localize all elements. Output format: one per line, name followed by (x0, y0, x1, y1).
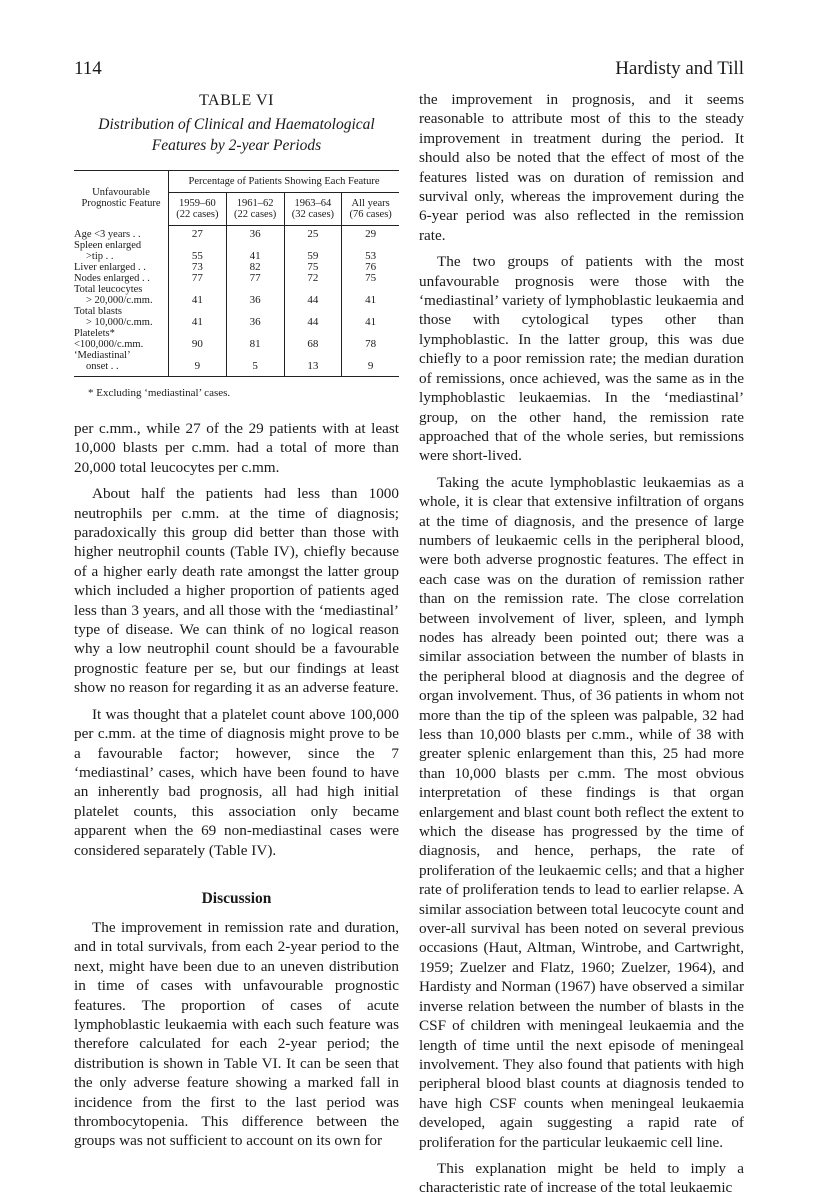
page-header (74, 58, 744, 84)
feature-label: ‘Mediastinal’ onset . . (74, 350, 169, 377)
table-cell: 76 (365, 261, 377, 273)
table-row (74, 262, 399, 273)
feature-label: Total leucocytes > 20,000/c.mm. (74, 284, 169, 306)
table-cell: 72 (284, 273, 342, 284)
table-label: TABLE VI (199, 92, 274, 109)
table-cell: 44 (284, 284, 342, 306)
table-cell: 41 (365, 316, 377, 328)
period-header: 1959–60 (22 cases) (169, 193, 227, 226)
table-cell: 78 (365, 338, 377, 350)
table-cell: 9 (342, 350, 399, 377)
period-header: 1963–64 (32 cases) (284, 193, 342, 226)
table-cell: 25 (284, 226, 342, 241)
table-row (74, 306, 399, 328)
table-cell: 75 (284, 262, 342, 273)
paragraph: The two groups of patients with the most unfavourable prognosis were those with the ‘mediastinal’ variety of lymphoblastic leukaemia and those with cytological types other than lymphoblastic. In the latter group, this was due chiefly to a poor remission rate; the median duration of remissions, once achieved, was the same as in the lymphoblastic leukaemias. In the ‘mediastinal’ group, on the other hand, the remission rate approached that of the whole series, but remissions were short-lived. (419, 253, 744, 465)
table-cell: 44 (284, 306, 342, 328)
right-column (419, 90, 744, 1198)
table-cell: 90 (169, 328, 227, 350)
table-cell: 41 (226, 240, 284, 262)
table-cell: 75 (365, 272, 377, 284)
table-cell: 81 (226, 328, 284, 350)
discussion-heading: Discussion (201, 889, 272, 907)
feature-label: Spleen enlarged >tip . . (74, 240, 169, 262)
table-cell: 36 (226, 306, 284, 328)
feature-label: Liver enlarged . . (74, 262, 169, 273)
table-cell: 41 (365, 294, 377, 306)
table-row (74, 350, 399, 377)
table-cell: 77 (226, 273, 284, 284)
table-cell: 82 (226, 262, 284, 273)
table-cell: 59 (284, 240, 342, 262)
table-row (74, 226, 399, 241)
table-cell: 36 (226, 226, 284, 241)
paragraph: This explanation might be held to imply a characteristic rate of increase of the total leukaemic (419, 1159, 744, 1197)
paragraph: Taking the acute lymphoblastic leukaemias as a whole, it is clear that extensive infiltration of organs at the time of diagnosis, and the presence of large numbers of leukaemic cells in the peripheral blood, were both adverse prognostic features. The effect in each case was on the duration of remission rather than on the remission rate. The close correlation between involvement of liver, spleen, and lymph nodes has already been pointed out; there was a similar association between the number of blasts in the peripheral blood at diagnosis and the degree of organ involvement. Thus, of 36 patients in whom not more than the tip of the spleen was palpable, 32 had less than 10,000 blasts per c.mm., while of 38 with greater splenic enlargement than this, 25 had more than 10,000 blasts per c.mm. The most obvious interpretation of these findings is that organ enlargement and blast count both reflect the extent to which the disease has progressed by the time of diagnosis, and hence, perhaps, the rate of proliferation of the leukaemic cells; and that a higher rate of proliferation tends to lead to earlier relapse. A similar association between total leucocyte count and over-all survival has been noted on several previous occasions (Haut, Altman, Wintrobe, and Cartwright, 1959; Zuelzer and Flatz, 1960; Zuelzer, 1964), and Hardisty and Norman (1967) have observed a similar inverse relation between the number of blasts in the CSF of children with meningeal leukaemia and the length of time until the next episode of meningeal involvement. They also found that patients with high peripheral blood blast counts at diagnosis tended to have high CSF counts when meningeal leukaemia developed, again suggesting a rapid rate of proliferation for the particular leukaemic cell line. (419, 473, 744, 1151)
running-head: Hardisty and Till (615, 58, 744, 79)
feature-column-header: Unfavourable Prognostic Feature (74, 171, 169, 226)
table-footnote: * Excluding ‘mediastinal’ cases. (88, 387, 231, 399)
page-number: 114 (74, 58, 102, 79)
table-cell: 5 (226, 350, 284, 377)
paragraph: It was thought that a platelet count above 100,000 per c.mm. at the time of diagnosis might prove to be a favourable factor; however, since the 7 ‘mediastinal’ cases, which have been found to have an inherently bad prognosis, all had high initial platelet counts, this association only became apparent when the 69 non-mediastinal cases were considered separately (Table IV). (74, 705, 399, 859)
paragraph: per c.mm., while 27 of the 29 patients with at least 10,000 blasts per c.mm. had a total of more than 20,000 total leucocytes per c.mm. (74, 420, 399, 476)
table-cell: 27 (169, 226, 227, 241)
paragraph: the improvement in prognosis, and it seems reasonable to attribute most of this to the steady improvement in treatment during the period. It should also be noted that the effect of most of the features listed was on duration of remission and survival only, whereas the improvement during the 6-year period was also reflected in the remission rate. (419, 91, 744, 244)
left-column (74, 90, 399, 1151)
percentage-header: Percentage of Patients Showing Each Feature (169, 171, 400, 193)
table-row (74, 328, 399, 350)
table-row (74, 284, 399, 306)
feature-label: Total blasts > 10,000/c.mm. (74, 306, 169, 328)
table-cell: 36 (226, 284, 284, 306)
table-cell: 29 (365, 228, 377, 240)
table-cell: 13 (284, 350, 342, 377)
table-cell: 41 (169, 284, 227, 306)
table-cell: 9 (169, 350, 227, 377)
feature-label: Age <3 years . . (74, 226, 169, 241)
paragraph: The improvement in remission rate and duration, and in total survivals, from each 2-year period to the next, might have been due to an uneven distribution in time of cases with unfavourable prognostic features. The proportion of cases of acute lymphoblastic leukaemia with each such feature was therefore calculated for each 2-year period; the distribution is shown in Table VI. It can be seen that the only adverse feature showing a marked fall in incidence from the first to the last period was thrombocytopenia. This difference between the groups was not sufficient to account on its own for (74, 918, 399, 1150)
table-cell: 55 (169, 240, 227, 262)
period-header: All years (76 cases) (342, 193, 399, 226)
table-cell: 73 (169, 262, 227, 273)
table-caption: Distribution of Clinical and Haematological Features by 2-year Periods (98, 116, 375, 154)
features-table (74, 170, 399, 377)
feature-label: Platelets* <100,000/c.mm. (74, 328, 169, 350)
feature-label: Nodes enlarged . . (74, 273, 169, 284)
paragraph: About half the patients had less than 1000 neutrophils per c.mm. at the time of diagnosis; paradoxically this group did better than those with higher neutrophil counts (Table IV), chiefly because of a higher early death rate amongst the latter group which included a higher proportion of patients aged less than 3 years, and all those with the ‘mediastinal’ type of disease. We can think of no logical reason why a low neutrophil count should be a favourable prognostic feature per se, but our findings at least show no reason for regarding it as an adverse feature. (74, 485, 399, 697)
table-cell: 53 (365, 250, 377, 262)
table-row (74, 273, 399, 284)
table-cell: 41 (169, 306, 227, 328)
table-row (74, 240, 399, 262)
table-cell: 77 (169, 273, 227, 284)
period-header: 1961–62 (22 cases) (226, 193, 284, 226)
table-cell: 68 (284, 328, 342, 350)
